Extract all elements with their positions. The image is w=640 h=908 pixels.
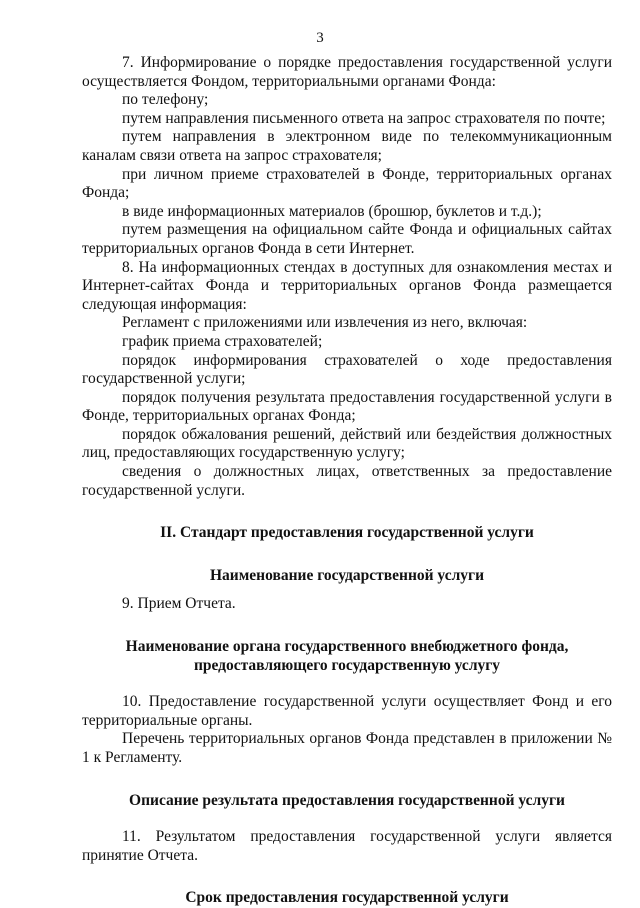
p7-item-electronic: путем направления в электронном виде по телекоммуникационным каналам связи ответа на запрос страхователя;: [82, 128, 612, 164]
paragraph-8-intro: 8. На информационных стендах в доступных для ознакомления местах и Интернет-сайтах Фонда и территориальных органов Фонда размещается следующая информация:: [82, 258, 612, 313]
section-2-title: II. Стандарт предоставления государственной услуги: [160, 524, 534, 542]
p7-item-website: путем размещения на официальном сайте Фонда и официальных сайтах территориальных органов Фонда в сети Интернет.: [82, 221, 612, 257]
paragraph-10-list: Перечень территориальных органов Фонда представлен в приложении № 1 к Регламенту.: [82, 730, 612, 766]
heading-result: Описание результата предоставления государственной услуги: [129, 791, 565, 809]
p8-item-result: порядок получения результата предоставления государственной услуги в Фонде, территориальных органах Фонда;: [82, 388, 612, 425]
paragraph-10: 10. Предоставление государственной услуги осуществляет Фонд и его территориальные органы.: [82, 693, 612, 729]
p7-item-mail: путем направления письменного ответа на запрос страхователя по почте;: [122, 109, 606, 127]
p7-item-personal: при личном приеме страхователей в Фонде, территориальных органах Фонда;: [82, 165, 612, 202]
p8-item-schedule: график приема страхователей;: [122, 332, 323, 350]
p7-item-phone: по телефону;: [122, 91, 209, 109]
p8-item-informing: порядок информирования страхователей о ходе предоставления государственной услуги;: [82, 351, 612, 388]
paragraph-7-intro: 7. Информирование о порядке предоставления государственной услуги осуществляется Фондом, территориальными органами Фонда:: [82, 54, 612, 90]
heading-term: Срок предоставления государственной услуги: [185, 889, 509, 907]
paragraph-9: 9. Прием Отчета.: [122, 595, 236, 613]
p7-item-materials: в виде информационных материалов (брошюр, буклетов и т.д.);: [122, 202, 542, 220]
heading-service-name: Наименование государственной услуги: [210, 566, 484, 584]
p8-item-appeal: порядок обжалования решений, действий или бездействия должностных лиц, предоставляющих государственную услугу;: [82, 425, 612, 462]
document-body: [82, 54, 612, 908]
page-number: 3: [316, 30, 324, 46]
p8-item-officials: сведения о должностных лицах, ответственных за предоставление государственной услуги.: [82, 463, 612, 499]
heading-organ-line-1: Наименование органа государственного внебюджетного фонда,: [125, 638, 569, 656]
heading-organ-line-2: предоставляющего государственную услугу: [193, 656, 501, 674]
paragraph-11: 11. Результатом предоставления государственной услуги является принятие Отчета.: [82, 828, 612, 864]
p8-item-regulation: Регламент с приложениями или извлечения из него, включая:: [122, 314, 528, 332]
